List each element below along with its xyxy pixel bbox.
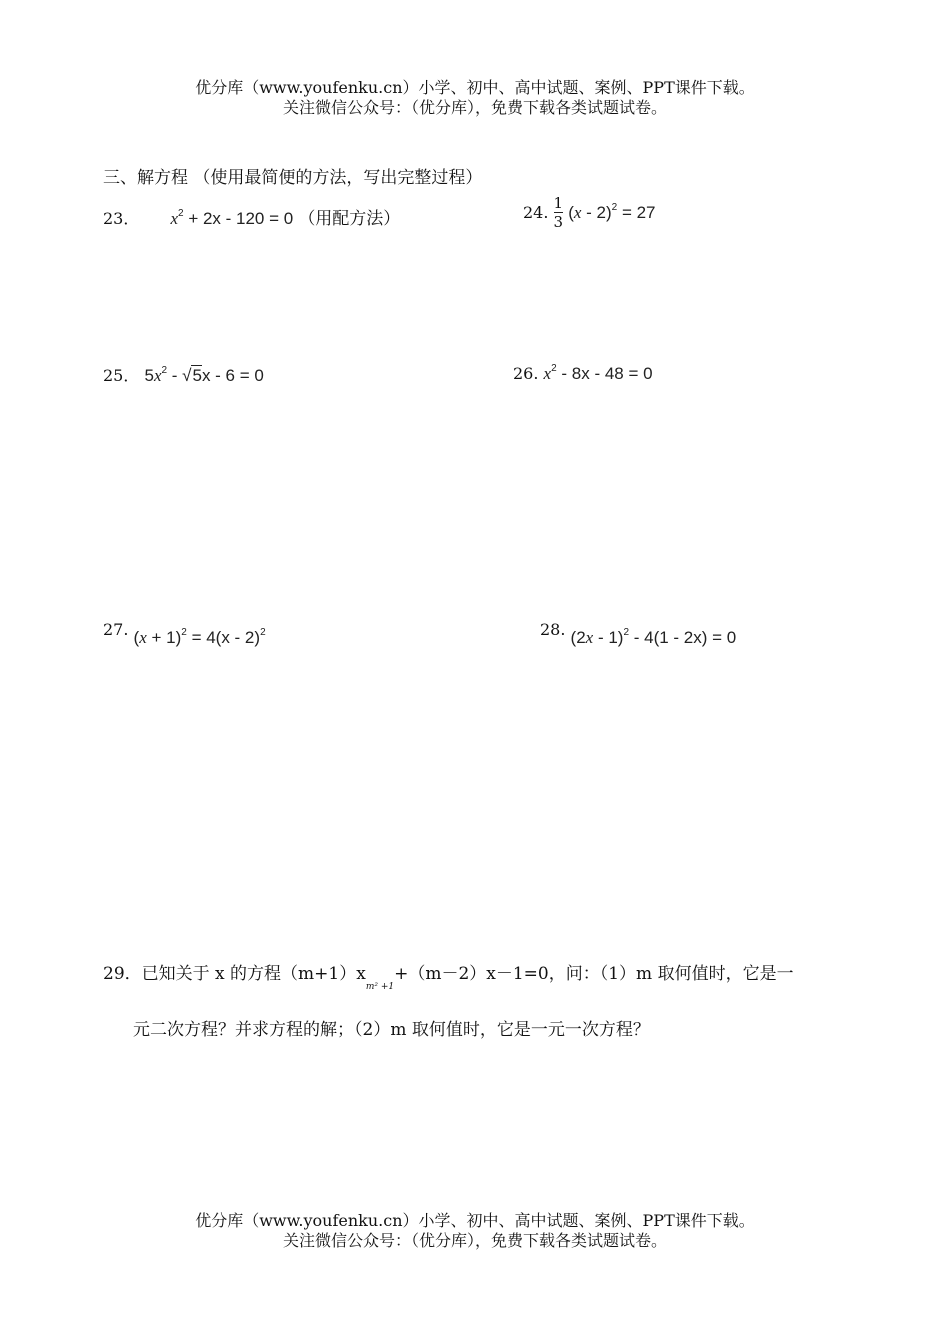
equation: $(x + 1)^2 = 4(x - 2)^2$ [133, 627, 266, 647]
equation: $x^2 + 2x - 120 = 0$ [170, 208, 294, 228]
footer-line-2: 关注微信公众号：（优分库），免费下载各类试题试卷。 [282, 1231, 667, 1250]
equation-tail: = 27 [621, 203, 656, 222]
problem-25 [103, 363, 264, 386]
problem-number: 24. [523, 203, 549, 222]
problem-26 [513, 363, 653, 384]
problem-23 [103, 204, 400, 229]
equation-tail: - 8x - 48 = 0 [561, 364, 653, 383]
equation: $5x^2 - √5x - 6 = 0$ [144, 365, 264, 385]
problem-number: 28. [540, 620, 566, 639]
equation-tail: + 2x - 120 = 0 [188, 209, 294, 228]
equation: $x^2 - 8x - 48 = 0$ [543, 363, 653, 383]
equation: (2x - 1)$^2$ - 4(1 - 2x) = 0 [570, 627, 737, 647]
problem-24 [523, 194, 656, 231]
problem-number: 25． [103, 366, 140, 385]
section-title: 三、解方程 （使用最简便的方法，写出完整过程） [103, 168, 483, 188]
equation-tail: = 4(x - 2) [191, 628, 261, 647]
problem-29-line-2: 元二次方程？并求方程的解；（2）m 取何值时，它是一元一次方程？ [133, 1020, 650, 1040]
fraction-one-third: $\frac{1}{3}$ [553, 194, 564, 231]
exponent-m-squared-plus-one: m² +1 [365, 982, 395, 992]
problem-number: 26. [513, 364, 539, 383]
footer-line-1: 优分库（www.youfenku.cn）小学、初中、高中试题、案例、PPT课件下载。 [195, 1211, 755, 1230]
equation: (x - 2)$^2$ = 27 [568, 202, 656, 222]
problem-27 [103, 620, 266, 648]
problem-29-line-1 [103, 959, 794, 992]
header-line-2: 关注微信公众号：（优分库），免费下载各类试题试卷。 [282, 98, 667, 117]
equation-tail: x - 6 = 0 [201, 366, 264, 385]
problem-number: 23． [103, 209, 140, 228]
method-note: （用配方法） [298, 209, 401, 229]
problem-number: 29． [103, 964, 142, 984]
problem-number: 27. [103, 620, 129, 639]
problem-28 [540, 620, 736, 648]
header-line-1: 优分库（www.youfenku.cn）小学、初中、高中试题、案例、PPT课件下载。 [195, 78, 755, 97]
problem-29-text: 已知关于 x 的方程（m+1）x [141, 964, 366, 984]
equation-tail: - 4(1 - 2x) = 0 [633, 628, 737, 647]
problem-29-text-rest: +（m－2）x－1=0，问：（1）m 取何值时，它是一 [394, 964, 794, 984]
